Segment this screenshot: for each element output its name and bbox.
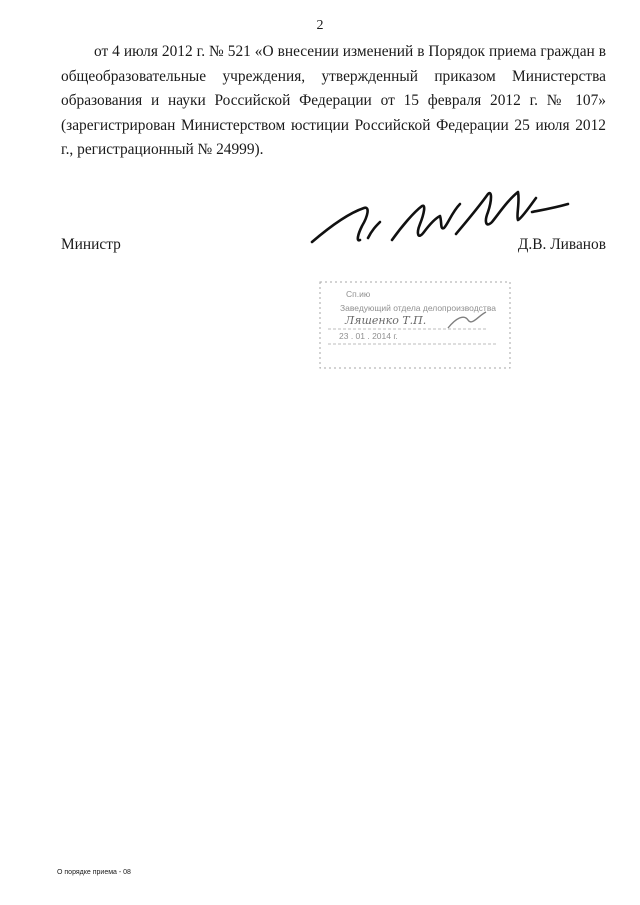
minister-name: Д.В. Ливанов [517,236,606,253]
stamp-line-3: Ляшенко Т.П. [345,314,427,327]
page-number: 2 [316,18,324,33]
certification-stamp [318,280,518,380]
stamp-line-2: Заведующий отдела делопроизводства [340,303,496,313]
minister-title: Министр [61,236,121,253]
footer-label: О порядке приема - 08 [57,869,131,876]
stamp-date: 23 . 01 . 2014 г. [339,331,398,341]
body-paragraph: от 4 июля 2012 г. № 521 «О внесении изменений в Порядок приема граждан в общеобразовательные учреждения, утвержденный приказом Министерства образования и науки Российской Федерации от 15 февраля 2012 г. № 107» (зарегистрирован Министерством юстиции Российской Федерации 25 июля 2012 г., регистрационный № 24999). [61,43,606,158]
stamp-line-1: Сп.ию [346,289,371,299]
